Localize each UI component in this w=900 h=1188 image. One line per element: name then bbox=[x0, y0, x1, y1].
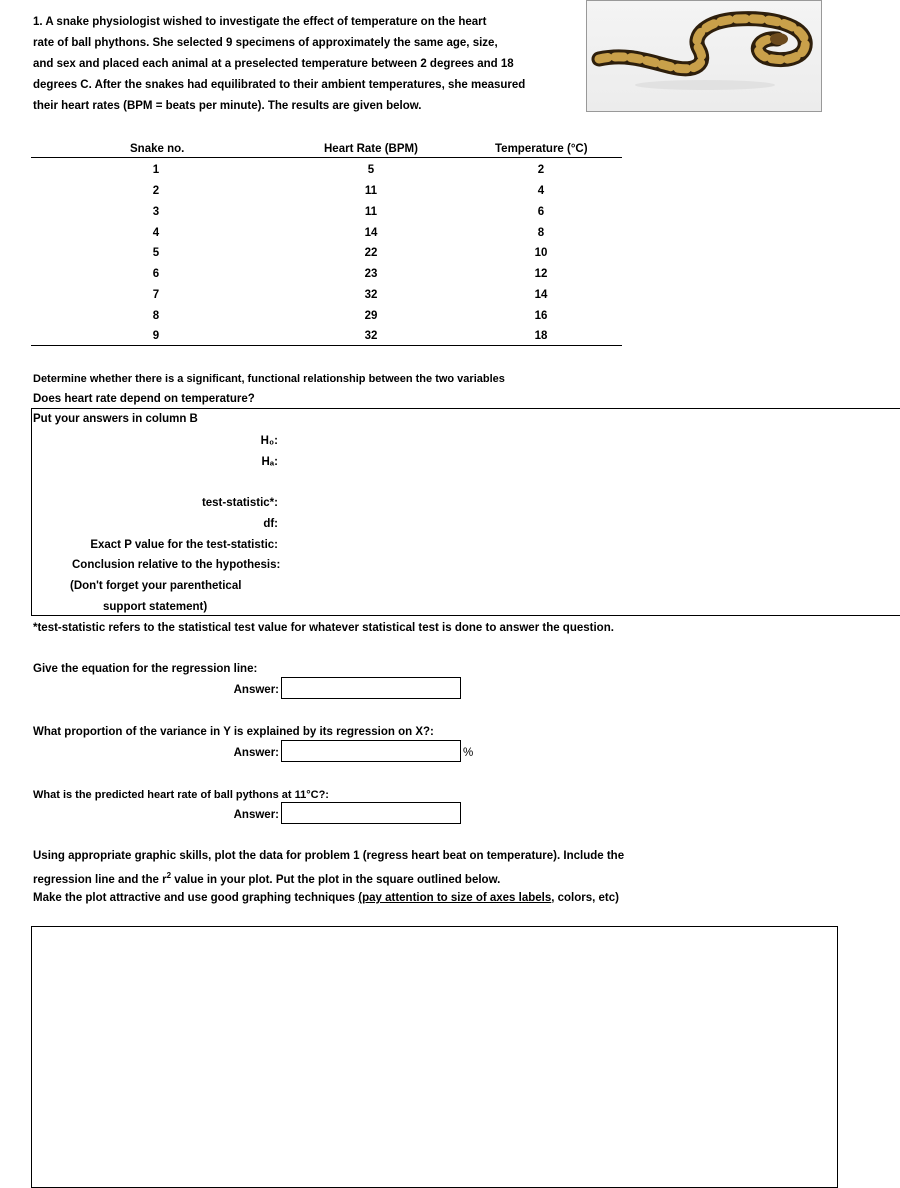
ball-python-photo bbox=[586, 0, 822, 112]
section-rule bbox=[31, 408, 900, 409]
cell-snake-no: 2 bbox=[152, 185, 160, 197]
intro-line: degrees C. After the snakes had equilibrated to their ambient temperatures, she measured bbox=[33, 79, 526, 91]
cell-heart-rate: 11 bbox=[364, 206, 378, 218]
predict-prompt: What is the predicted heart rate of ball pythons at 11°C?: bbox=[33, 789, 329, 801]
answers-box-bottom bbox=[31, 615, 900, 616]
answer-label: Answer: bbox=[233, 747, 279, 759]
cell-temperature: 8 bbox=[537, 227, 545, 239]
cell-temperature: 6 bbox=[537, 206, 545, 218]
footnote: *test-statistic refers to the statistical test value for whatever statistical test is done to answer the question. bbox=[33, 622, 614, 634]
r-squared-superscript: 2 bbox=[166, 871, 172, 880]
plot-area[interactable] bbox=[31, 926, 838, 1188]
cell-heart-rate: 22 bbox=[364, 247, 378, 259]
cell-snake-no: 3 bbox=[152, 206, 160, 218]
determine-prompt: Determine whether there is a significant, functional relationship between the two variables bbox=[33, 373, 505, 385]
plot-instruction-line: Using appropriate graphic skills, plot the data for problem 1 (regress heart beat on temperature). Include the bbox=[33, 850, 625, 862]
header-heart-rate: Heart Rate (BPM) bbox=[324, 143, 418, 155]
df-label: df: bbox=[263, 518, 278, 530]
answer-label: Answer: bbox=[233, 684, 279, 696]
intro-line: and sex and placed each animal at a preselected temperature between 2 degrees and 18 bbox=[33, 58, 514, 70]
plot-instruction-text: Make the plot attractive and use good graphing techniques bbox=[33, 892, 359, 904]
exact-p-label: Exact P value for the test-statistic: bbox=[90, 539, 278, 551]
intro-line: rate of ball phythons. She selected 9 specimens of approximately the same age, size, bbox=[33, 37, 498, 49]
cell-temperature: 16 bbox=[534, 310, 548, 322]
cell-heart-rate: 29 bbox=[364, 310, 378, 322]
cell-heart-rate: 32 bbox=[364, 289, 378, 301]
cell-temperature: 18 bbox=[534, 330, 548, 342]
plot-instruction-text: , colors, etc) bbox=[551, 892, 619, 904]
cell-heart-rate: 14 bbox=[364, 227, 378, 239]
cell-temperature: 10 bbox=[534, 247, 548, 259]
variance-prompt: What proportion of the variance in Y is explained by its regression on X?: bbox=[33, 726, 434, 738]
variance-answer-field[interactable] bbox=[281, 740, 461, 762]
cell-snake-no: 8 bbox=[152, 310, 160, 322]
cell-snake-no: 5 bbox=[152, 247, 160, 259]
cell-temperature: 2 bbox=[537, 164, 545, 176]
table-header-rule bbox=[31, 157, 622, 158]
cell-heart-rate: 32 bbox=[364, 330, 378, 342]
cell-snake-no: 4 bbox=[152, 227, 160, 239]
axes-label-note: (pay attention to size of axes labels bbox=[358, 892, 552, 904]
depend-question: Does heart rate depend on temperature? bbox=[33, 393, 255, 405]
cell-temperature: 14 bbox=[534, 289, 548, 301]
table-bottom-rule bbox=[31, 345, 622, 346]
cell-snake-no: 7 bbox=[152, 289, 160, 301]
cell-temperature: 12 bbox=[534, 268, 548, 280]
cell-heart-rate: 11 bbox=[364, 185, 378, 197]
intro-line: 1. A snake physiologist wished to investigate the effect of temperature on the heart bbox=[33, 16, 487, 28]
test-statistic-label: test-statistic*: bbox=[201, 497, 278, 509]
header-snake-no: Snake no. bbox=[130, 143, 185, 155]
plot-instruction-line bbox=[33, 892, 619, 904]
cell-snake-no: 9 bbox=[152, 330, 160, 342]
equation-answer-field[interactable] bbox=[281, 677, 461, 699]
parenthetical-note-cont: support statement) bbox=[103, 601, 208, 613]
problem-intro bbox=[33, 12, 525, 117]
cell-temperature: 4 bbox=[537, 185, 545, 197]
intro-line: their heart rates (BPM = beats per minute). The results are given below. bbox=[33, 100, 422, 112]
plot-instruction-line bbox=[33, 871, 500, 886]
answers-box-left-edge bbox=[31, 408, 32, 615]
header-temperature: Temperature (°C) bbox=[495, 143, 588, 155]
percent-sign: % bbox=[463, 747, 474, 759]
plot-instruction-text: value in your plot. Put the plot in the square outlined below. bbox=[171, 873, 501, 886]
prediction-answer-field[interactable] bbox=[281, 802, 461, 824]
cell-heart-rate: 5 bbox=[367, 164, 375, 176]
parenthetical-note: (Don't forget your parenthetical bbox=[70, 580, 242, 592]
plot-instruction-text: regression line and the r bbox=[33, 873, 167, 886]
answer-label: Answer: bbox=[233, 809, 279, 821]
snake-image bbox=[587, 1, 821, 111]
cell-heart-rate: 23 bbox=[364, 268, 378, 280]
cell-snake-no: 1 bbox=[152, 164, 160, 176]
null-hypothesis-label: H₀: bbox=[260, 435, 278, 447]
equation-prompt: Give the equation for the regression line: bbox=[33, 663, 258, 675]
conclusion-label: Conclusion relative to the hypothesis: bbox=[72, 559, 281, 571]
put-answers-note: Put your answers in column B bbox=[33, 413, 198, 425]
alt-hypothesis-label: Hₐ: bbox=[261, 456, 278, 468]
cell-snake-no: 6 bbox=[152, 268, 160, 280]
